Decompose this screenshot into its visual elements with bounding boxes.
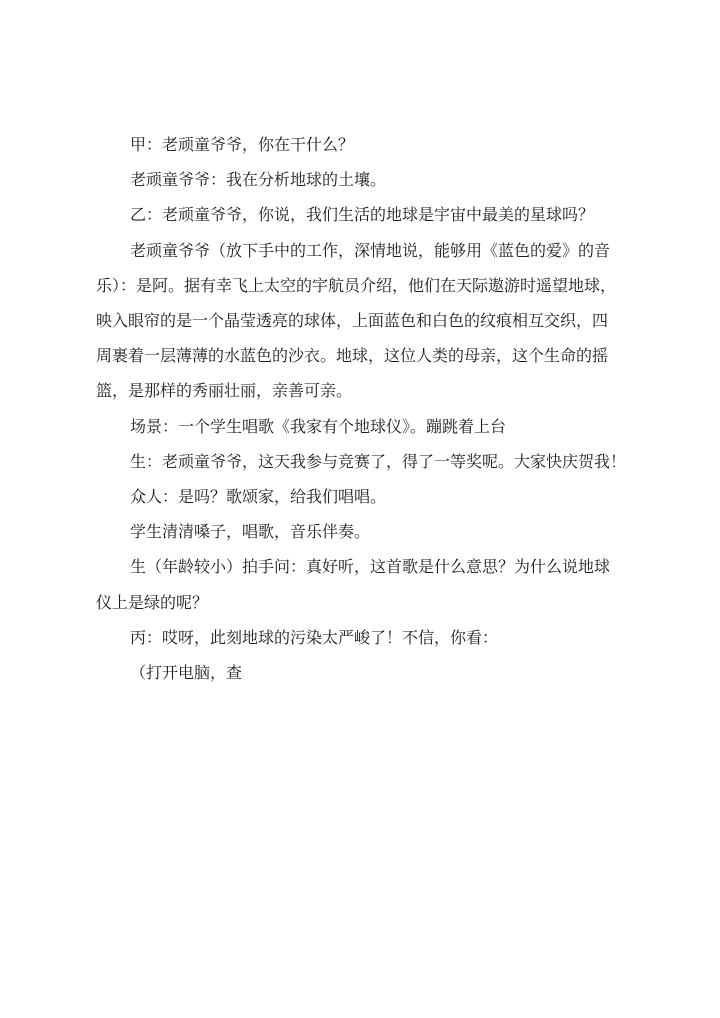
text-line: 老顽童爷爷：我在分析地球的土壤。 [130,170,387,190]
paragraph-crowd [130,479,600,514]
paragraph-scene [130,409,600,444]
text-line: 老顽童爷爷（放下手中的工作，深情地说，能够用《蓝色的爱》的音 [130,240,611,260]
text-line: 乐）：是阿。据有幸飞上太空的宇航员介绍，他们在天际遨游时遥望地球， [96,275,617,295]
text-line: （打开电脑，查 [130,663,243,683]
text-line: 篮，是那样的秀丽壮丽，亲善可亲。 [96,381,353,401]
paragraph-grandpa-earth-description [96,233,617,409]
paragraph-bing-pollution [130,620,600,655]
text-line: 周裹着一层薄薄的水蓝色的沙衣。地球，这位人类的母亲，这个生命的摇 [96,346,609,366]
paragraph-yi-question [130,197,600,232]
document-body [96,127,627,690]
paragraph-jia-question [130,127,600,162]
paragraph-stage-direction [130,655,600,690]
paragraph-young-student-question [96,549,611,619]
paragraph-student-contest [130,444,627,479]
text-line: 生：老顽童爷爷，这天我参与竞赛了，得了一等奖呢。大家快庆贺我！ [130,451,627,471]
text-line: 映入眼帘的是一个晶莹透亮的球体，上面蓝色和白色的纹痕相互交织，四 [96,311,609,331]
text-line: 生（年龄较小）拍手问：真好听，这首歌是什么意思？为什么说地球 [130,557,611,577]
paragraph-grandpa-answer [130,162,600,197]
text-line: 甲：老顽童爷爷，你在干什么？ [130,135,355,154]
paragraph-student-sings [130,514,600,549]
text-line: 场景：一个学生唱歌《我家有个地球仪》。蹦跳着上台 [130,416,507,436]
text-line: 仪上是绿的呢？ [96,592,209,612]
text-line: 丙：哎呀，此刻地球的污染太严峻了！不信，你看： [130,627,499,647]
text-line: 乙：老顽童爷爷，你说，我们生活的地球是宇宙中最美的星球吗？ [130,205,595,225]
text-line: 学生清清嗓子，唱歌，音乐伴奏。 [130,522,371,542]
text-line: 众人：是吗？歌颂家，给我们唱唱。 [130,487,387,507]
